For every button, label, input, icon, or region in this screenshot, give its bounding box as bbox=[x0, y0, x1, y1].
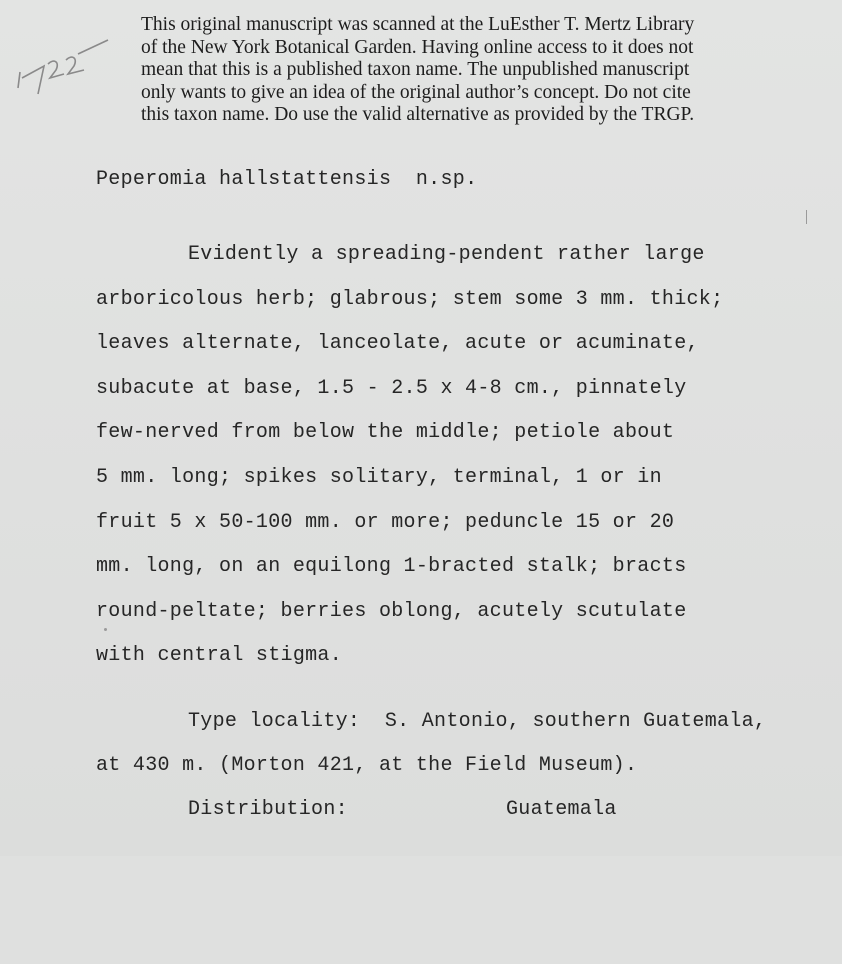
type-locality-value: S. Antonio, southern Guatemala, bbox=[384, 710, 767, 733]
species-status: n.sp. bbox=[415, 168, 478, 191]
distribution-value: Guatemala bbox=[506, 798, 617, 821]
species-description bbox=[96, 233, 723, 679]
type-locality-continuation: at 430 m. (Morton 421, at the Field Museum). bbox=[96, 754, 638, 777]
library-notice bbox=[141, 14, 781, 127]
notice-line: this taxon name. Do use the valid alternative as provided by the TRGP. bbox=[141, 104, 695, 125]
description-line: with central stigma. bbox=[96, 644, 343, 668]
description-line: Evidently a spreading-pendent rather large bbox=[188, 243, 705, 266]
type-locality-line bbox=[96, 700, 766, 744]
description-line: mm. long, on an equilong 1-bracted stalk; bracts bbox=[96, 555, 687, 579]
handwritten-page-number bbox=[8, 30, 118, 110]
description-line: arboricolous herb; glabrous; stem some 3 mm. thick; bbox=[96, 287, 724, 311]
notice-line: This original manuscript was scanned at the LuEsther T. Mertz Library bbox=[141, 14, 695, 35]
description-line: 5 mm. long; spikes solitary, terminal, 1 or in bbox=[96, 465, 662, 489]
description-line: few-nerved from below the middle; petiole about bbox=[96, 421, 675, 445]
notice-line: of the New York Botanical Garden. Having online access to it does not bbox=[141, 36, 694, 58]
description-line: fruit 5 x 50-100 mm. or more; peduncle 15 or 20 bbox=[96, 510, 675, 534]
species-title bbox=[96, 168, 477, 191]
description-line: subacute at base, 1.5 - 2.5 x 4-8 cm., pinnately bbox=[96, 376, 687, 400]
notice-line: only wants to give an idea of the original author’s concept. Do not cite bbox=[141, 81, 691, 103]
description-line: leaves alternate, lanceolate, acute or acuminate, bbox=[96, 332, 699, 356]
distribution-line bbox=[96, 788, 766, 832]
paper-speck bbox=[104, 628, 107, 631]
description-line: round-peltate; berries oblong, acutely scutulate bbox=[96, 599, 687, 623]
type-locality-label: Type locality: bbox=[188, 710, 361, 733]
notice-line: mean that this is a published taxon name. The unpublished manuscript bbox=[141, 59, 690, 80]
locality-section bbox=[96, 700, 766, 832]
distribution-label: Distribution: bbox=[188, 798, 348, 821]
paper-mark bbox=[806, 210, 807, 224]
species-name: Peperomia hallstattensis bbox=[96, 168, 392, 191]
